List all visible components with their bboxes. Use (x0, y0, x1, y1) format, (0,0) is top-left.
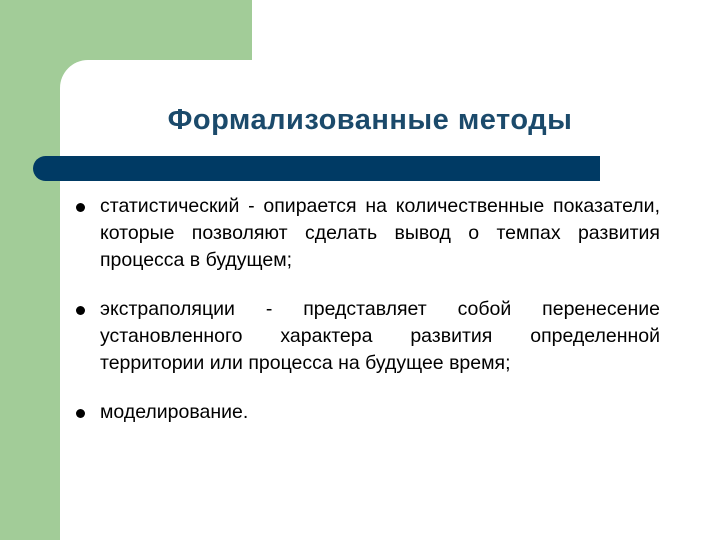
bullet-text: моделирование. (100, 401, 249, 423)
bullet-dot-icon (76, 306, 85, 315)
bullet-dot-icon (76, 203, 85, 212)
slide-title: Формализованные методы (167, 104, 573, 136)
green-left-strip (0, 0, 60, 540)
bullet-item-statistical (70, 193, 660, 274)
bullet-text: статистический - опирается на количественные показатели, которые позволяют сделать вывод о темпах развития процесса в будущем; (100, 195, 660, 271)
title-underline-bar (33, 156, 600, 181)
bullet-item-modeling (70, 399, 660, 426)
bullet-text: экстраполяции - представляет собой перенесение установленного характера развития определенной территории или процесса на будущее время; (100, 298, 660, 374)
bullet-dot-icon (76, 409, 85, 418)
bullet-list (70, 193, 660, 448)
bullet-item-extrapolation (70, 296, 660, 377)
